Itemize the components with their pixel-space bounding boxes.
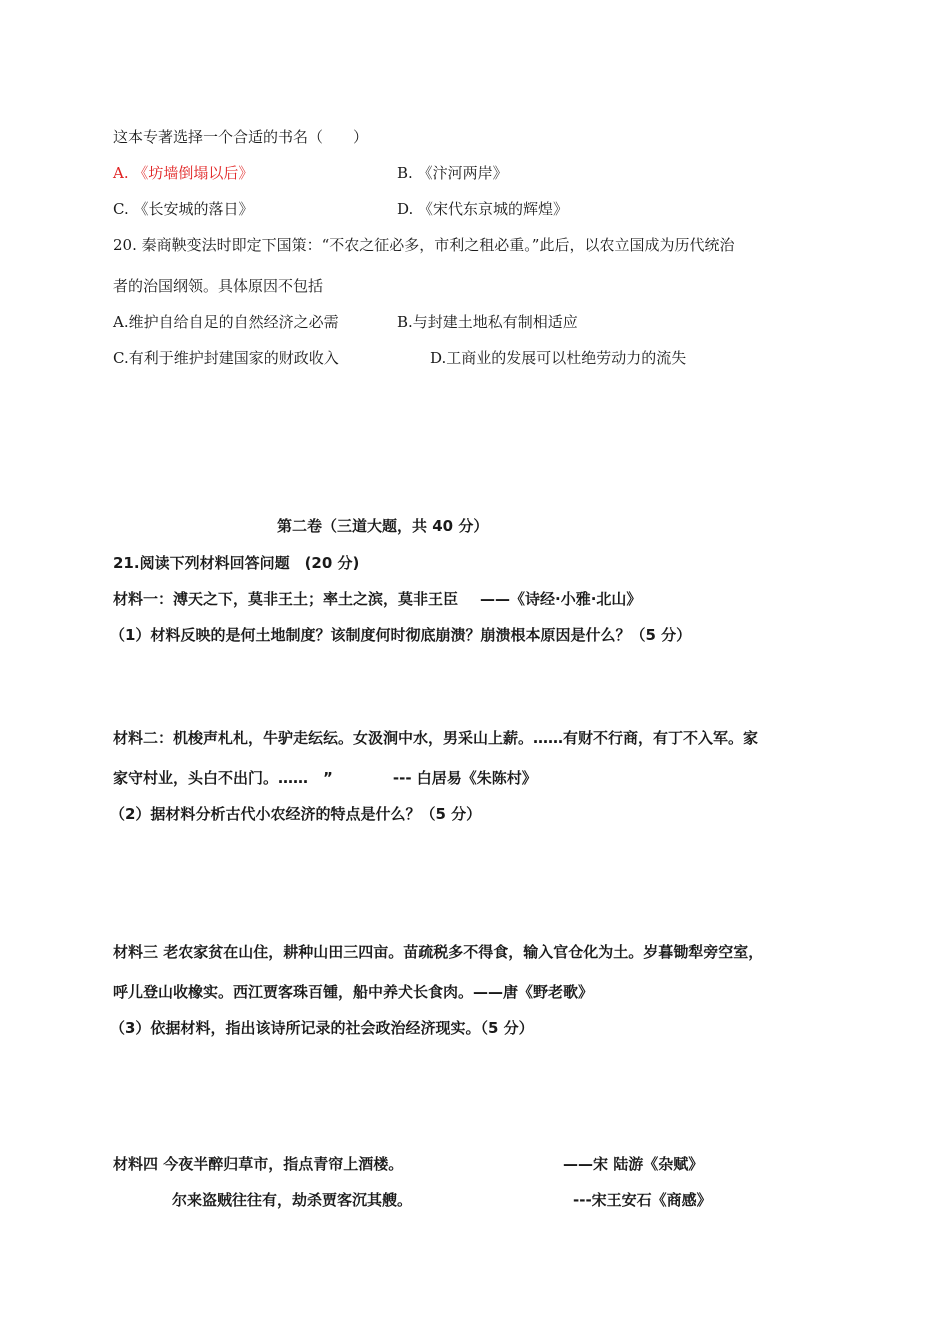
option-text: 《坊墙倒塌以后》 bbox=[133, 164, 254, 182]
q19-stem: 这本专著选择一个合适的书名（ ） bbox=[113, 128, 369, 146]
material-4-source-1: ——宋 陆游《杂赋》 bbox=[563, 1155, 704, 1173]
prompt-3: （3）依据材料，指出该诗所记录的社会政治经济现实。（5 分） bbox=[110, 1019, 534, 1037]
option-text: 《长安城的落日》 bbox=[133, 200, 254, 218]
material-2-source: --- 白居易《朱陈村》 bbox=[392, 769, 537, 787]
option-label: C. bbox=[113, 200, 129, 218]
q20-option-d: D.工商业的发展可以杜绝劳动力的流失 bbox=[430, 349, 687, 367]
q19-option-a bbox=[113, 163, 253, 183]
option-label: A. bbox=[113, 164, 129, 182]
q20-stem-line-2: 者的治国纲领。具体原因不包括 bbox=[113, 277, 324, 295]
prompt-1: （1）材料反映的是何土地制度？该制度何时彻底崩溃？崩溃根本原因是什么？（5 分） bbox=[110, 626, 692, 644]
option-label: B. bbox=[397, 164, 413, 182]
q19-option-d bbox=[397, 199, 568, 219]
option-label: D. bbox=[397, 200, 414, 218]
q21-heading: 21.阅读下列材料回答问题 (20 分) bbox=[113, 554, 360, 572]
q20-option-a: A.维护自给自足的自然经济之必需 bbox=[113, 313, 339, 331]
q19-option-c bbox=[113, 199, 254, 219]
material-2-text: 家守村业，头白不出门。…… ” bbox=[113, 769, 333, 787]
material-2-line-2 bbox=[113, 768, 537, 788]
material-1-source: ——《诗经·小雅·北山》 bbox=[480, 590, 642, 608]
material-4-line-2: 尔来盗贼往往有，劫杀贾客沉其艘。 bbox=[172, 1191, 413, 1209]
q20-stem-line-1: 20. 秦商鞅变法时即定下国策：“不农之征必多，市利之租必重。”此后，以农立国成为历代统治 bbox=[113, 236, 735, 254]
q20-option-b: B.与封建土地私有制相适应 bbox=[397, 313, 578, 331]
option-text: 《宋代东京城的辉煌》 bbox=[418, 200, 569, 218]
material-4-source-2: ---宋王安石《商感》 bbox=[573, 1191, 712, 1209]
material-1-text: 材料一：溥天之下，莫非王土；率土之滨，莫非王臣 bbox=[113, 590, 459, 608]
section-title: 第二卷（三道大题，共 40 分） bbox=[277, 517, 489, 535]
material-3-line-1: 材料三 老农家贫在山住，耕种山田三四亩。苗疏税多不得食，输入官仓化为土。岁暮锄犁旁空室， bbox=[113, 943, 764, 961]
material-4-line-1: 材料四 今夜半醉归草市，指点青帘上酒楼。 bbox=[113, 1155, 404, 1173]
material-3-line-2: 呼儿登山收橡实。西江贾客珠百锺，船中养犬长食肉。——唐《野老歌》 bbox=[113, 983, 594, 1001]
q20-option-c: C.有利于维护封建国家的财政收入 bbox=[113, 349, 339, 367]
prompt-2: （2）据材料分析古代小农经济的特点是什么？（5 分） bbox=[110, 805, 482, 823]
option-text: 《汴河两岸》 bbox=[417, 164, 508, 182]
material-2-line-1: 材料二：机梭声札札，牛驴走纭纭。女汲涧中水，男采山上薪。……有财不行商，有丁不入军。家 bbox=[113, 729, 759, 747]
q19-option-b bbox=[397, 163, 508, 183]
material-1 bbox=[113, 589, 641, 609]
